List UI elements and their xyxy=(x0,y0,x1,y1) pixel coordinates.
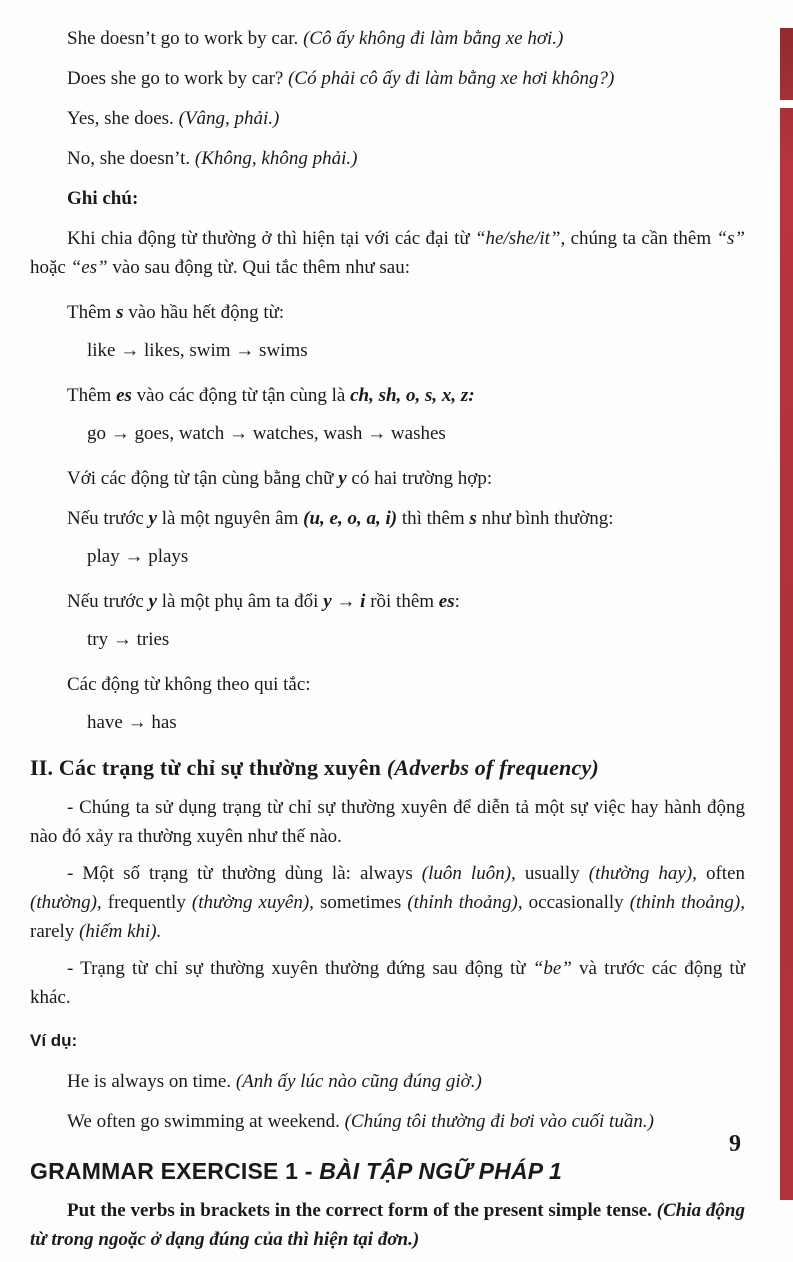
text-segment: “he/she/it”, xyxy=(474,228,566,249)
text-segment: We often go swimming at weekend. xyxy=(67,1111,345,1132)
rule-line xyxy=(67,587,745,616)
note-paragraph xyxy=(30,224,745,282)
text-segment: y → i xyxy=(323,591,366,612)
page-content xyxy=(30,24,745,1262)
text-segment: No, she doesn’t. xyxy=(67,148,195,169)
rule-line xyxy=(67,464,745,493)
text-segment: (u, e, o, a, i) xyxy=(303,508,398,529)
rule-line xyxy=(67,504,745,533)
text-segment: (Vâng, phải.) xyxy=(178,108,280,129)
example-sentence xyxy=(67,64,745,93)
text-segment: (Có phải cô ấy đi làm bằng xe hơi không?) xyxy=(288,68,615,89)
rule-line xyxy=(67,381,745,410)
text-segment: “s” xyxy=(716,228,745,249)
text-segment: sometimes xyxy=(313,892,408,913)
text-segment: (Không, không phải.) xyxy=(194,148,358,169)
text-segment: và trước các động từ khác. xyxy=(30,958,746,1008)
text-segment: often xyxy=(696,863,746,884)
rule-line xyxy=(67,298,745,327)
body-paragraph xyxy=(30,793,745,851)
rule-example xyxy=(87,336,745,365)
text-segment: Does she go to work by car? xyxy=(67,68,289,89)
text-segment: She doesn’t go to work by car. xyxy=(67,28,304,49)
text-segment: frequently xyxy=(101,892,192,913)
text-segment: try → tries xyxy=(87,629,170,650)
text-segment: vào sau động từ. Qui tắc thêm như sau: xyxy=(107,257,410,278)
text-segment: es xyxy=(116,385,132,406)
text-segment: s xyxy=(469,508,477,529)
text-segment: chúng ta cần thêm xyxy=(565,228,717,249)
example-sentence xyxy=(67,104,745,133)
text-segment: ch, sh, o, s, x, z: xyxy=(350,385,475,406)
text-segment: (Adverbs of frequency) xyxy=(386,755,599,780)
text-segment: Với các động từ tận cùng bằng chữ xyxy=(67,468,339,489)
text-segment: BÀI TẬP NGỮ PHÁP 1 xyxy=(319,1158,563,1184)
text-segment: vào các động từ tận cùng là xyxy=(131,385,351,406)
text-segment: play → plays xyxy=(87,546,189,567)
text-segment: “es” xyxy=(70,257,108,278)
text-segment: (thường xuyên), xyxy=(191,892,314,913)
text-segment: rồi thêm xyxy=(365,591,439,612)
text-segment: y xyxy=(338,468,347,489)
rule-example xyxy=(87,625,745,654)
example-sentence xyxy=(67,1107,745,1136)
text-segment: (thường), xyxy=(30,892,102,913)
example-sentence xyxy=(67,24,745,53)
text-segment: Ví dụ: xyxy=(30,1031,78,1050)
text-segment: (Anh ấy lúc nào cũng đúng giờ.) xyxy=(235,1071,482,1092)
text-segment: (thỉnh thoảng), xyxy=(407,892,523,913)
text-segment: (Chúng tôi thường đi bơi vào cuối tuần.) xyxy=(344,1111,654,1132)
exercise-instructions xyxy=(30,1196,745,1254)
text-segment: Các động từ không theo qui tắc: xyxy=(67,674,311,695)
text-segment: - Trạng từ chỉ sự thường xuyên thường đứng sau động từ xyxy=(67,958,533,979)
text-segment: Ghi chú: xyxy=(67,188,139,209)
text-segment: (thỉnh thoảng), xyxy=(629,892,745,913)
text-segment: là một nguyên âm xyxy=(156,508,304,529)
exercise-heading xyxy=(30,1156,745,1186)
text-segment: là một phụ âm ta đổi xyxy=(156,591,324,612)
rule-example xyxy=(87,708,745,737)
text-segment: Khi chia động từ thường ở thì hiện tại với các đại từ xyxy=(67,228,475,249)
example-sentence xyxy=(67,144,745,173)
text-segment: Put the verbs in brackets in the correct form of the present simple tense. xyxy=(67,1200,657,1221)
text-segment: usually xyxy=(515,863,589,884)
text-segment: Thêm xyxy=(67,385,117,406)
text-segment: occasionally xyxy=(522,892,630,913)
note-heading xyxy=(67,184,745,213)
example-label xyxy=(30,1026,745,1055)
body-paragraph xyxy=(30,954,745,1012)
text-segment: có hai trường hợp: xyxy=(346,468,493,489)
text-segment: hoặc xyxy=(30,257,71,278)
text-segment: y xyxy=(148,508,157,529)
text-segment: Yes, she does. xyxy=(67,108,179,129)
text-segment: y xyxy=(148,591,157,612)
text-segment: : xyxy=(454,591,460,612)
page-number: 9 xyxy=(729,1131,741,1157)
text-segment: thì thêm xyxy=(397,508,470,529)
body-paragraph xyxy=(30,859,745,946)
text-segment: (thường hay), xyxy=(588,863,697,884)
section-heading xyxy=(30,753,745,783)
text-segment: like → likes, swim → swims xyxy=(87,340,308,361)
text-segment: Nếu trước xyxy=(67,508,149,529)
example-sentence xyxy=(67,1067,745,1096)
scan-edge-notch xyxy=(780,100,793,108)
rule-example xyxy=(87,419,745,448)
text-segment: (Cô ấy không đi làm bằng xe hơi.) xyxy=(303,28,564,49)
text-segment: (luôn luôn), xyxy=(421,863,516,884)
text-segment: He is always on time. xyxy=(67,1071,236,1092)
text-segment: Nếu trước xyxy=(67,591,149,612)
text-segment: II. Các trạng từ chỉ sự thường xuyên xyxy=(30,755,387,780)
text-segment: s xyxy=(116,302,124,323)
rule-example xyxy=(87,542,745,571)
text-segment: - Một số trạng từ thường dùng là: always xyxy=(67,863,422,884)
rule-line xyxy=(67,670,745,699)
text-segment: GRAMMAR EXERCISE 1 - xyxy=(30,1158,320,1184)
text-segment: have → has xyxy=(87,712,177,733)
text-segment: rarely xyxy=(30,921,80,942)
text-segment: go → goes, watch → watches, wash → washes xyxy=(87,423,446,444)
text-segment: vào hầu hết động từ: xyxy=(123,302,285,323)
text-segment: - Chúng ta sử dụng trạng từ chỉ sự thường xuyên để diễn tả một sự việc hay hành động nào đó xảy ra thường xuyên như thế nào. xyxy=(30,797,745,847)
text-segment: như bình thường: xyxy=(476,508,614,529)
text-segment: es xyxy=(438,591,455,612)
scan-edge-strip xyxy=(780,28,793,1200)
text-segment: (hiếm khi). xyxy=(79,921,162,942)
text-segment: Thêm xyxy=(67,302,117,323)
text-segment: (Chia động từ trong ngoặc ở dạng đúng của thì hiện tại đơn.) xyxy=(30,1200,745,1250)
text-segment: “be” xyxy=(532,958,572,979)
